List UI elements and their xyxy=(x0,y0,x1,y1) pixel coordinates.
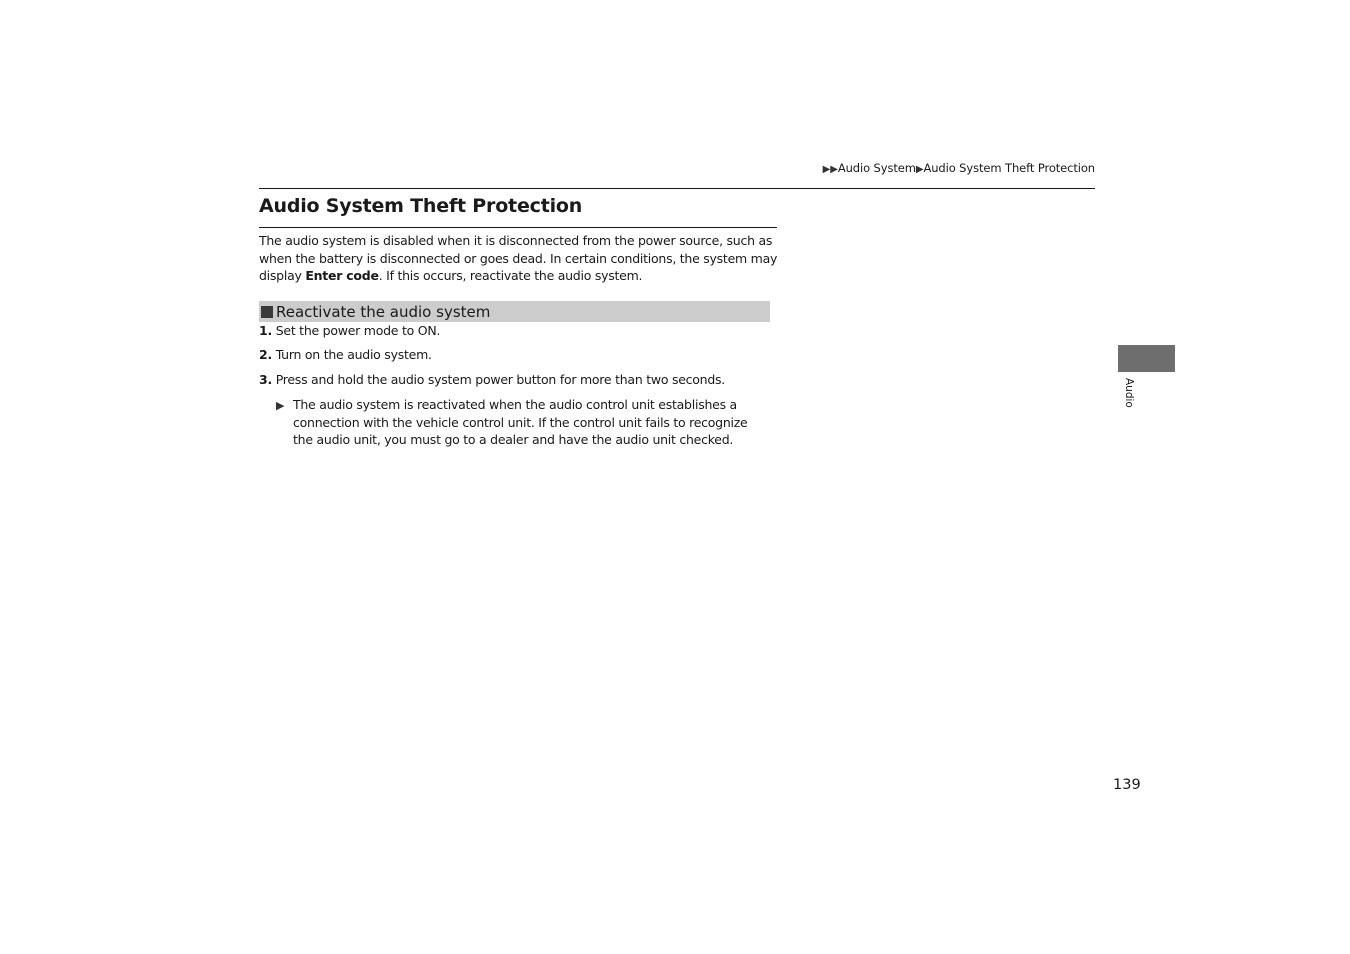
note-text: The audio system is reactivated when the audio control unit establishes a connection with the vehicle control unit. If the control unit fails to recognize the audio unit, you must go to a dealer and have the audio unit checked. xyxy=(293,397,748,448)
note-arrow-icon: ▶ xyxy=(276,399,285,412)
step-number: 2. xyxy=(259,347,272,362)
step-item xyxy=(259,347,432,362)
step-text: Turn on the audio system. xyxy=(275,347,432,362)
intro-paragraph xyxy=(259,232,779,285)
breadcrumb-parent-link[interactable]: Audio System xyxy=(837,161,916,175)
step-number: 3. xyxy=(259,372,272,387)
page-title: Audio System Theft Protection xyxy=(259,195,583,217)
intro-text-start: The audio system is disabled when it is disconnected from the power source, such as when the battery is disconnected or goes dead. In certain conditions, the system may display xyxy=(259,233,778,284)
enter-code-display-text: Enter code xyxy=(305,268,379,284)
square-bullet-icon xyxy=(261,306,273,318)
step-item xyxy=(259,323,440,338)
step-item xyxy=(259,372,725,387)
header-divider xyxy=(259,188,1095,189)
step-note xyxy=(276,396,776,449)
breadcrumb-current: Audio System Theft Protection xyxy=(923,161,1095,175)
step-text: Press and hold the audio system power button for more than two seconds. xyxy=(275,372,726,387)
section-heading xyxy=(259,301,770,322)
breadcrumb-double-arrow-icon: ▶▶ xyxy=(822,164,838,175)
title-divider xyxy=(259,227,777,228)
page-number: 139 xyxy=(1113,777,1141,793)
step-number: 1. xyxy=(259,323,272,338)
breadcrumb xyxy=(823,161,1095,175)
step-text: Set the power mode to ON. xyxy=(275,323,441,338)
chapter-tab-label: Audio xyxy=(1123,378,1135,408)
chapter-tab[interactable] xyxy=(1118,345,1175,372)
section-heading-label: Reactivate the audio system xyxy=(276,302,491,321)
breadcrumb-arrow-icon: ▶ xyxy=(915,164,924,175)
intro-text-end: . If this occurs, reactivate the audio system. xyxy=(378,268,643,284)
